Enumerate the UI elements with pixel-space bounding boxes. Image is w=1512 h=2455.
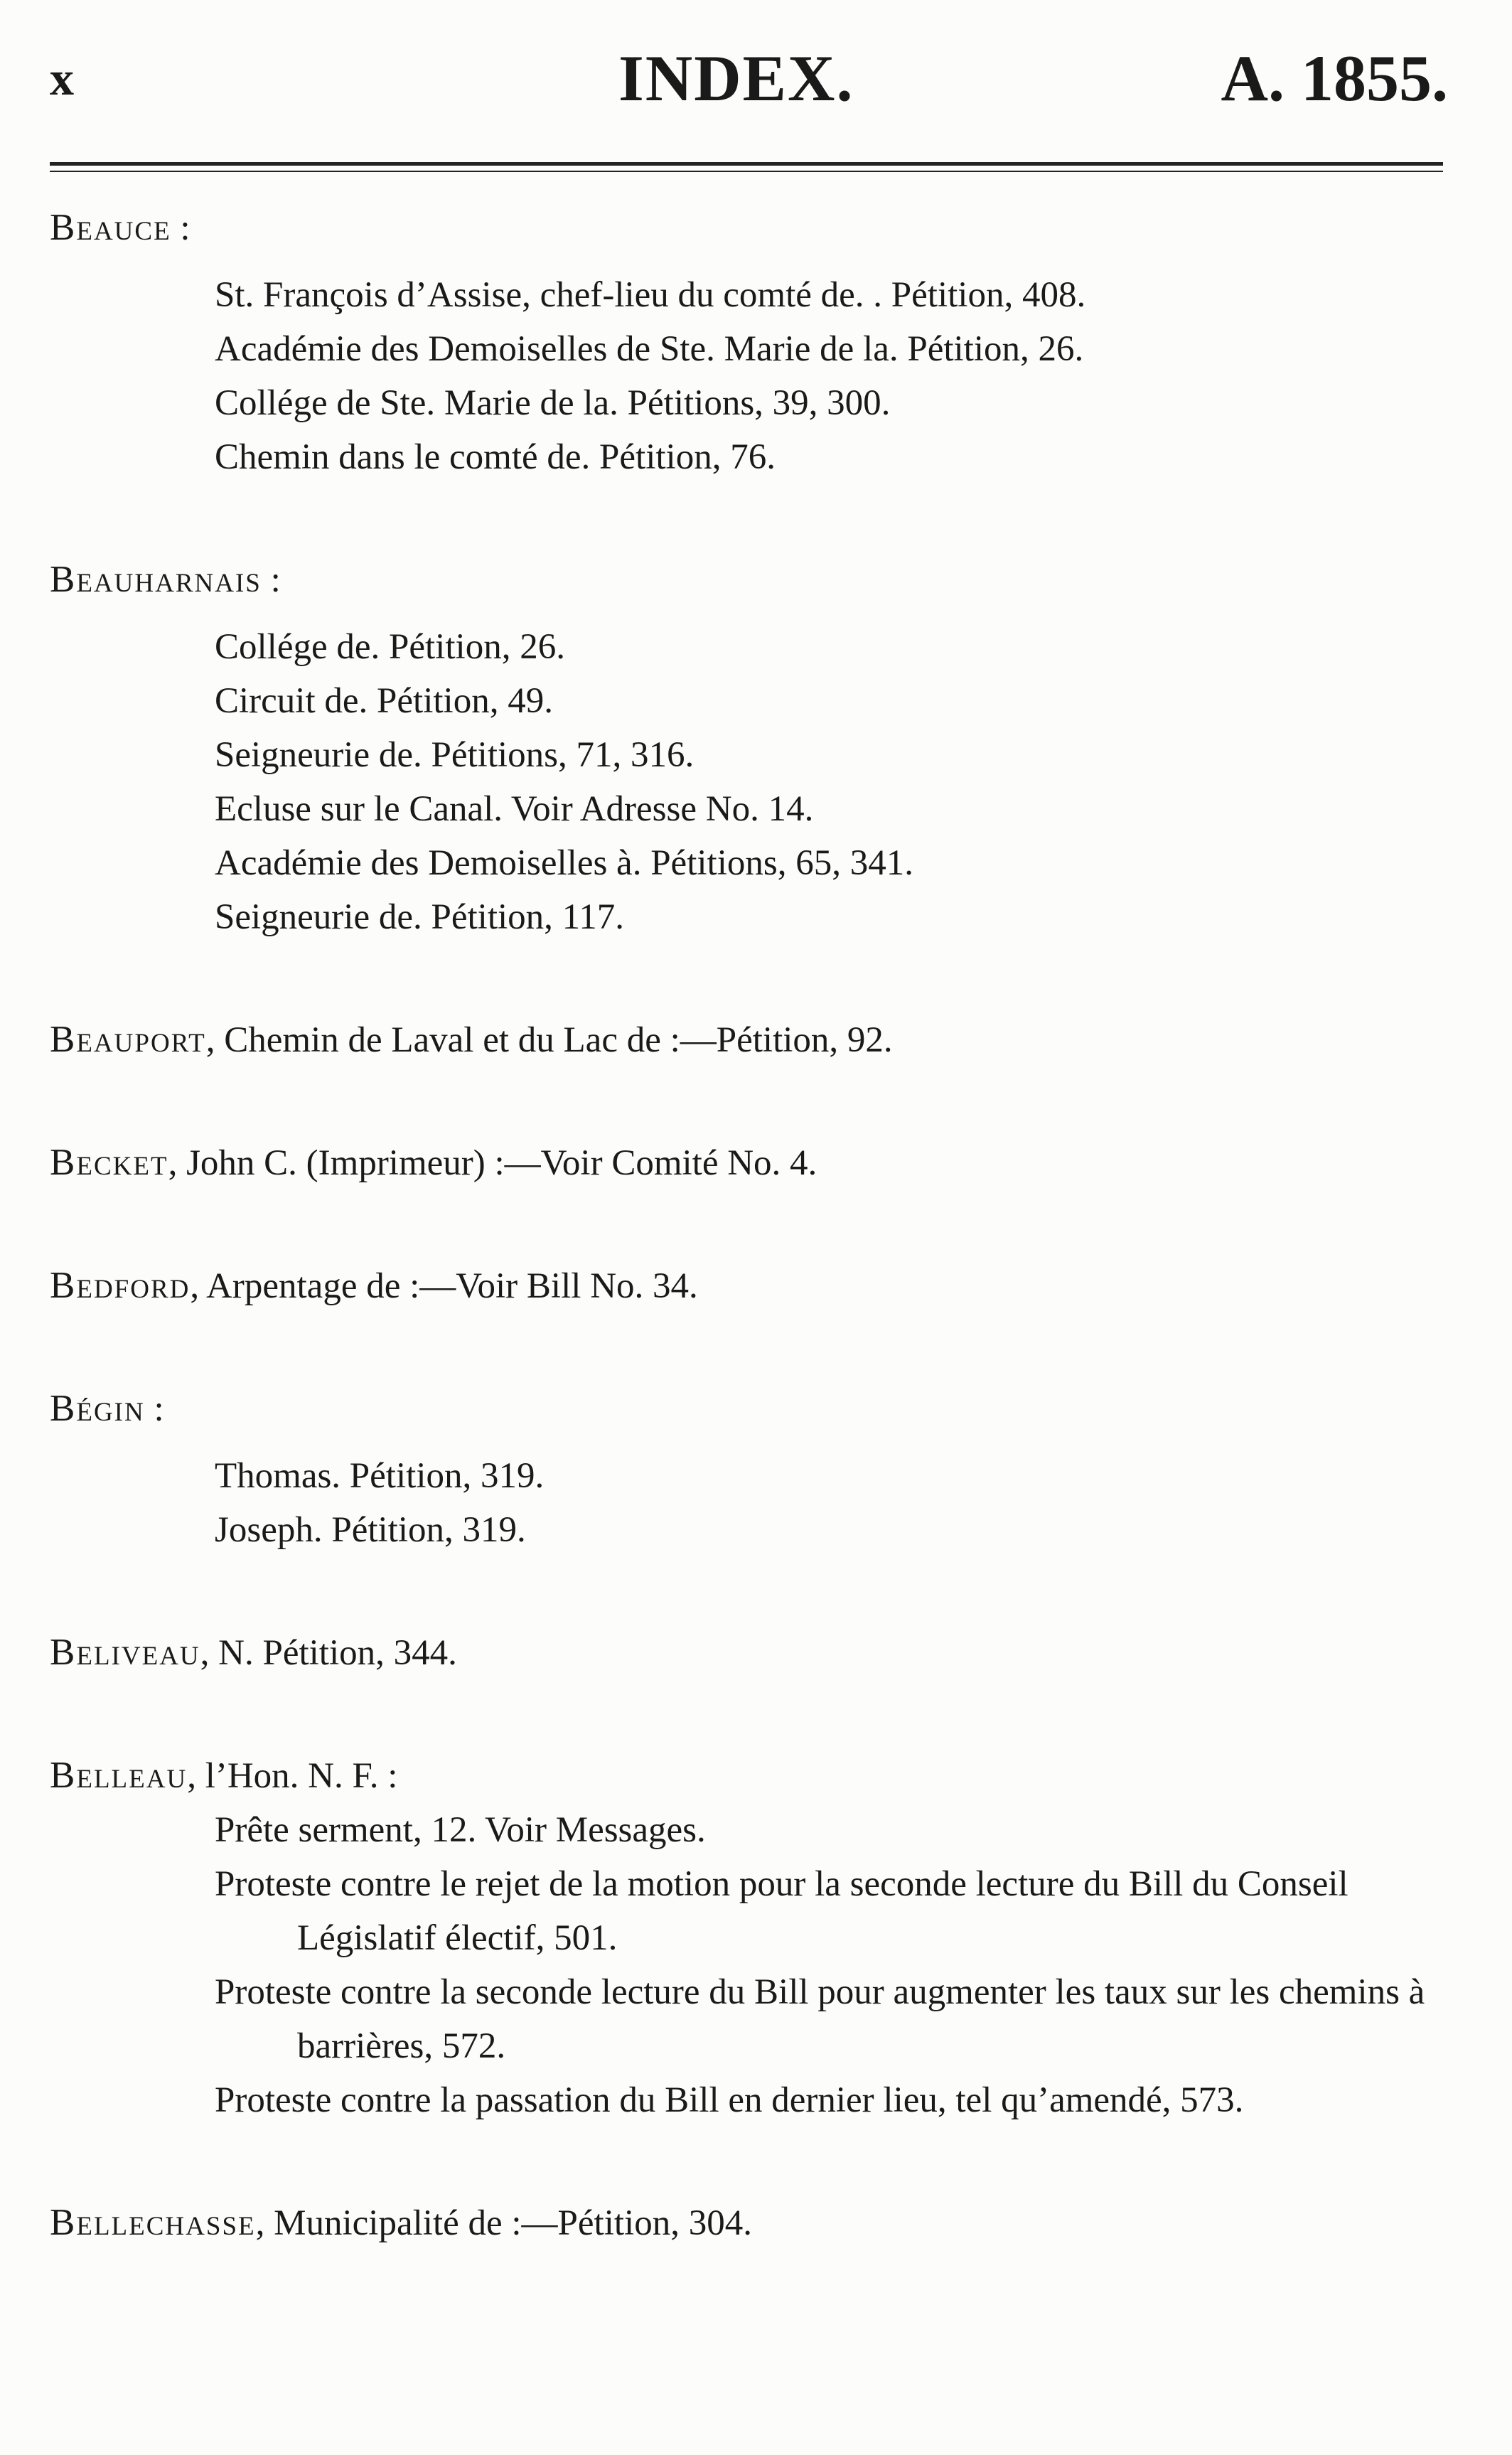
- index-entry-bellechasse: [50, 2195, 1464, 2250]
- entry-heading: [50, 200, 1464, 255]
- entry-suffix: , Arpentage de :—Voir Bill No. 34.: [190, 1266, 698, 1306]
- entry-item: Académie des Demoiselles de Ste. Marie de la. Pétition, 26.: [215, 329, 1084, 369]
- index-entry-beauce: [50, 200, 1464, 484]
- entry-name: Bellechasse: [50, 2202, 256, 2243]
- entry-heading: [50, 1135, 1464, 1190]
- index-entry-begin: [50, 1381, 1464, 1557]
- entry-name: Beliveau: [50, 1632, 200, 1673]
- entry-heading: [50, 1258, 1464, 1313]
- entry-suffix: , Chemin de Laval et du Lac de :—Pétition, 92.: [205, 1020, 893, 1060]
- entry-item: Proteste contre le rejet de la motion pour la seconde lecture du Bill du Conseil Législatif électif, 501.: [215, 1864, 1349, 1958]
- entry-item: Ecluse sur le Canal. Voir Adresse No. 14.: [215, 789, 814, 829]
- entry-item: Proteste contre la passation du Bill en dernier lieu, tel qu’amendé, 573.: [215, 2080, 1244, 2120]
- entry-item: Académie des Demoiselles à. Pétitions, 65, 341.: [215, 843, 913, 883]
- entry-item: Circuit de. Pétition, 49.: [215, 681, 553, 721]
- page-title: INDEX.: [618, 42, 854, 114]
- entry-name: Belleau: [50, 1755, 188, 1796]
- entry-item: Collége de Ste. Marie de la. Pétitions, 39, 300.: [215, 383, 891, 423]
- entry-heading: [50, 552, 1464, 607]
- entry-heading: [50, 1381, 1464, 1436]
- page-number: x: [50, 51, 74, 105]
- entry-name: Bedford: [50, 1265, 191, 1306]
- entry-suffix: , N. Pétition, 344.: [200, 1633, 457, 1673]
- entry-suffix: , John C. (Imprimeur) :—Voir Comité No. 4.: [168, 1143, 817, 1183]
- index-entry-beauharnais: [50, 552, 1464, 944]
- entry-suffix: , Municipalité de :—Pétition, 304.: [255, 2203, 752, 2243]
- entry-item: Chemin dans le comté de. Pétition, 76.: [215, 437, 776, 477]
- index-content: [50, 200, 1464, 2318]
- index-entry-bedford: [50, 1258, 1464, 1313]
- entry-item: St. François d’Assise, chef-lieu du comté de. . Pétition, 408.: [215, 275, 1086, 315]
- entry-name: Becket: [50, 1142, 168, 1183]
- entry-name: Bégin: [50, 1388, 145, 1429]
- header-rule-thin: [50, 171, 1443, 172]
- entry-heading: [50, 1748, 1464, 1803]
- entry-item: Collége de. Pétition, 26.: [215, 627, 565, 667]
- entry-name: Beauharnais: [50, 559, 262, 600]
- index-entry-becket: [50, 1135, 1464, 1190]
- entry-item: Seigneurie de. Pétitions, 71, 316.: [215, 735, 695, 775]
- entry-suffix: :: [261, 560, 281, 600]
- entry-item: Joseph. Pétition, 319.: [215, 1510, 526, 1550]
- entry-suffix: :: [144, 1389, 164, 1429]
- entry-heading: [50, 1625, 1464, 1680]
- entry-heading: [50, 2195, 1464, 2250]
- entry-suffix: :: [171, 208, 191, 248]
- entry-item: Proteste contre la seconde lecture du Bill pour augmenter les taux sur les chemins à barrières, 572.: [215, 1972, 1425, 2066]
- entry-name: Beauport: [50, 1019, 206, 1060]
- entry-name: Beauce: [50, 207, 171, 248]
- year-label: A. 1855.: [1221, 42, 1448, 114]
- entry-heading: [50, 1012, 1464, 1067]
- index-entry-belleau: [50, 1748, 1464, 2127]
- entry-suffix: , l’Hon. N. F. :: [187, 1756, 398, 1796]
- index-entry-beauport: [50, 1012, 1464, 1067]
- entry-item: Thomas. Pétition, 319.: [215, 1456, 545, 1496]
- header-rule: [50, 162, 1443, 166]
- entry-item: Prête serment, 12. Voir Messages.: [215, 1810, 706, 1850]
- index-entry-beliveau: [50, 1625, 1464, 1680]
- entry-item: Seigneurie de. Pétition, 117.: [215, 897, 625, 937]
